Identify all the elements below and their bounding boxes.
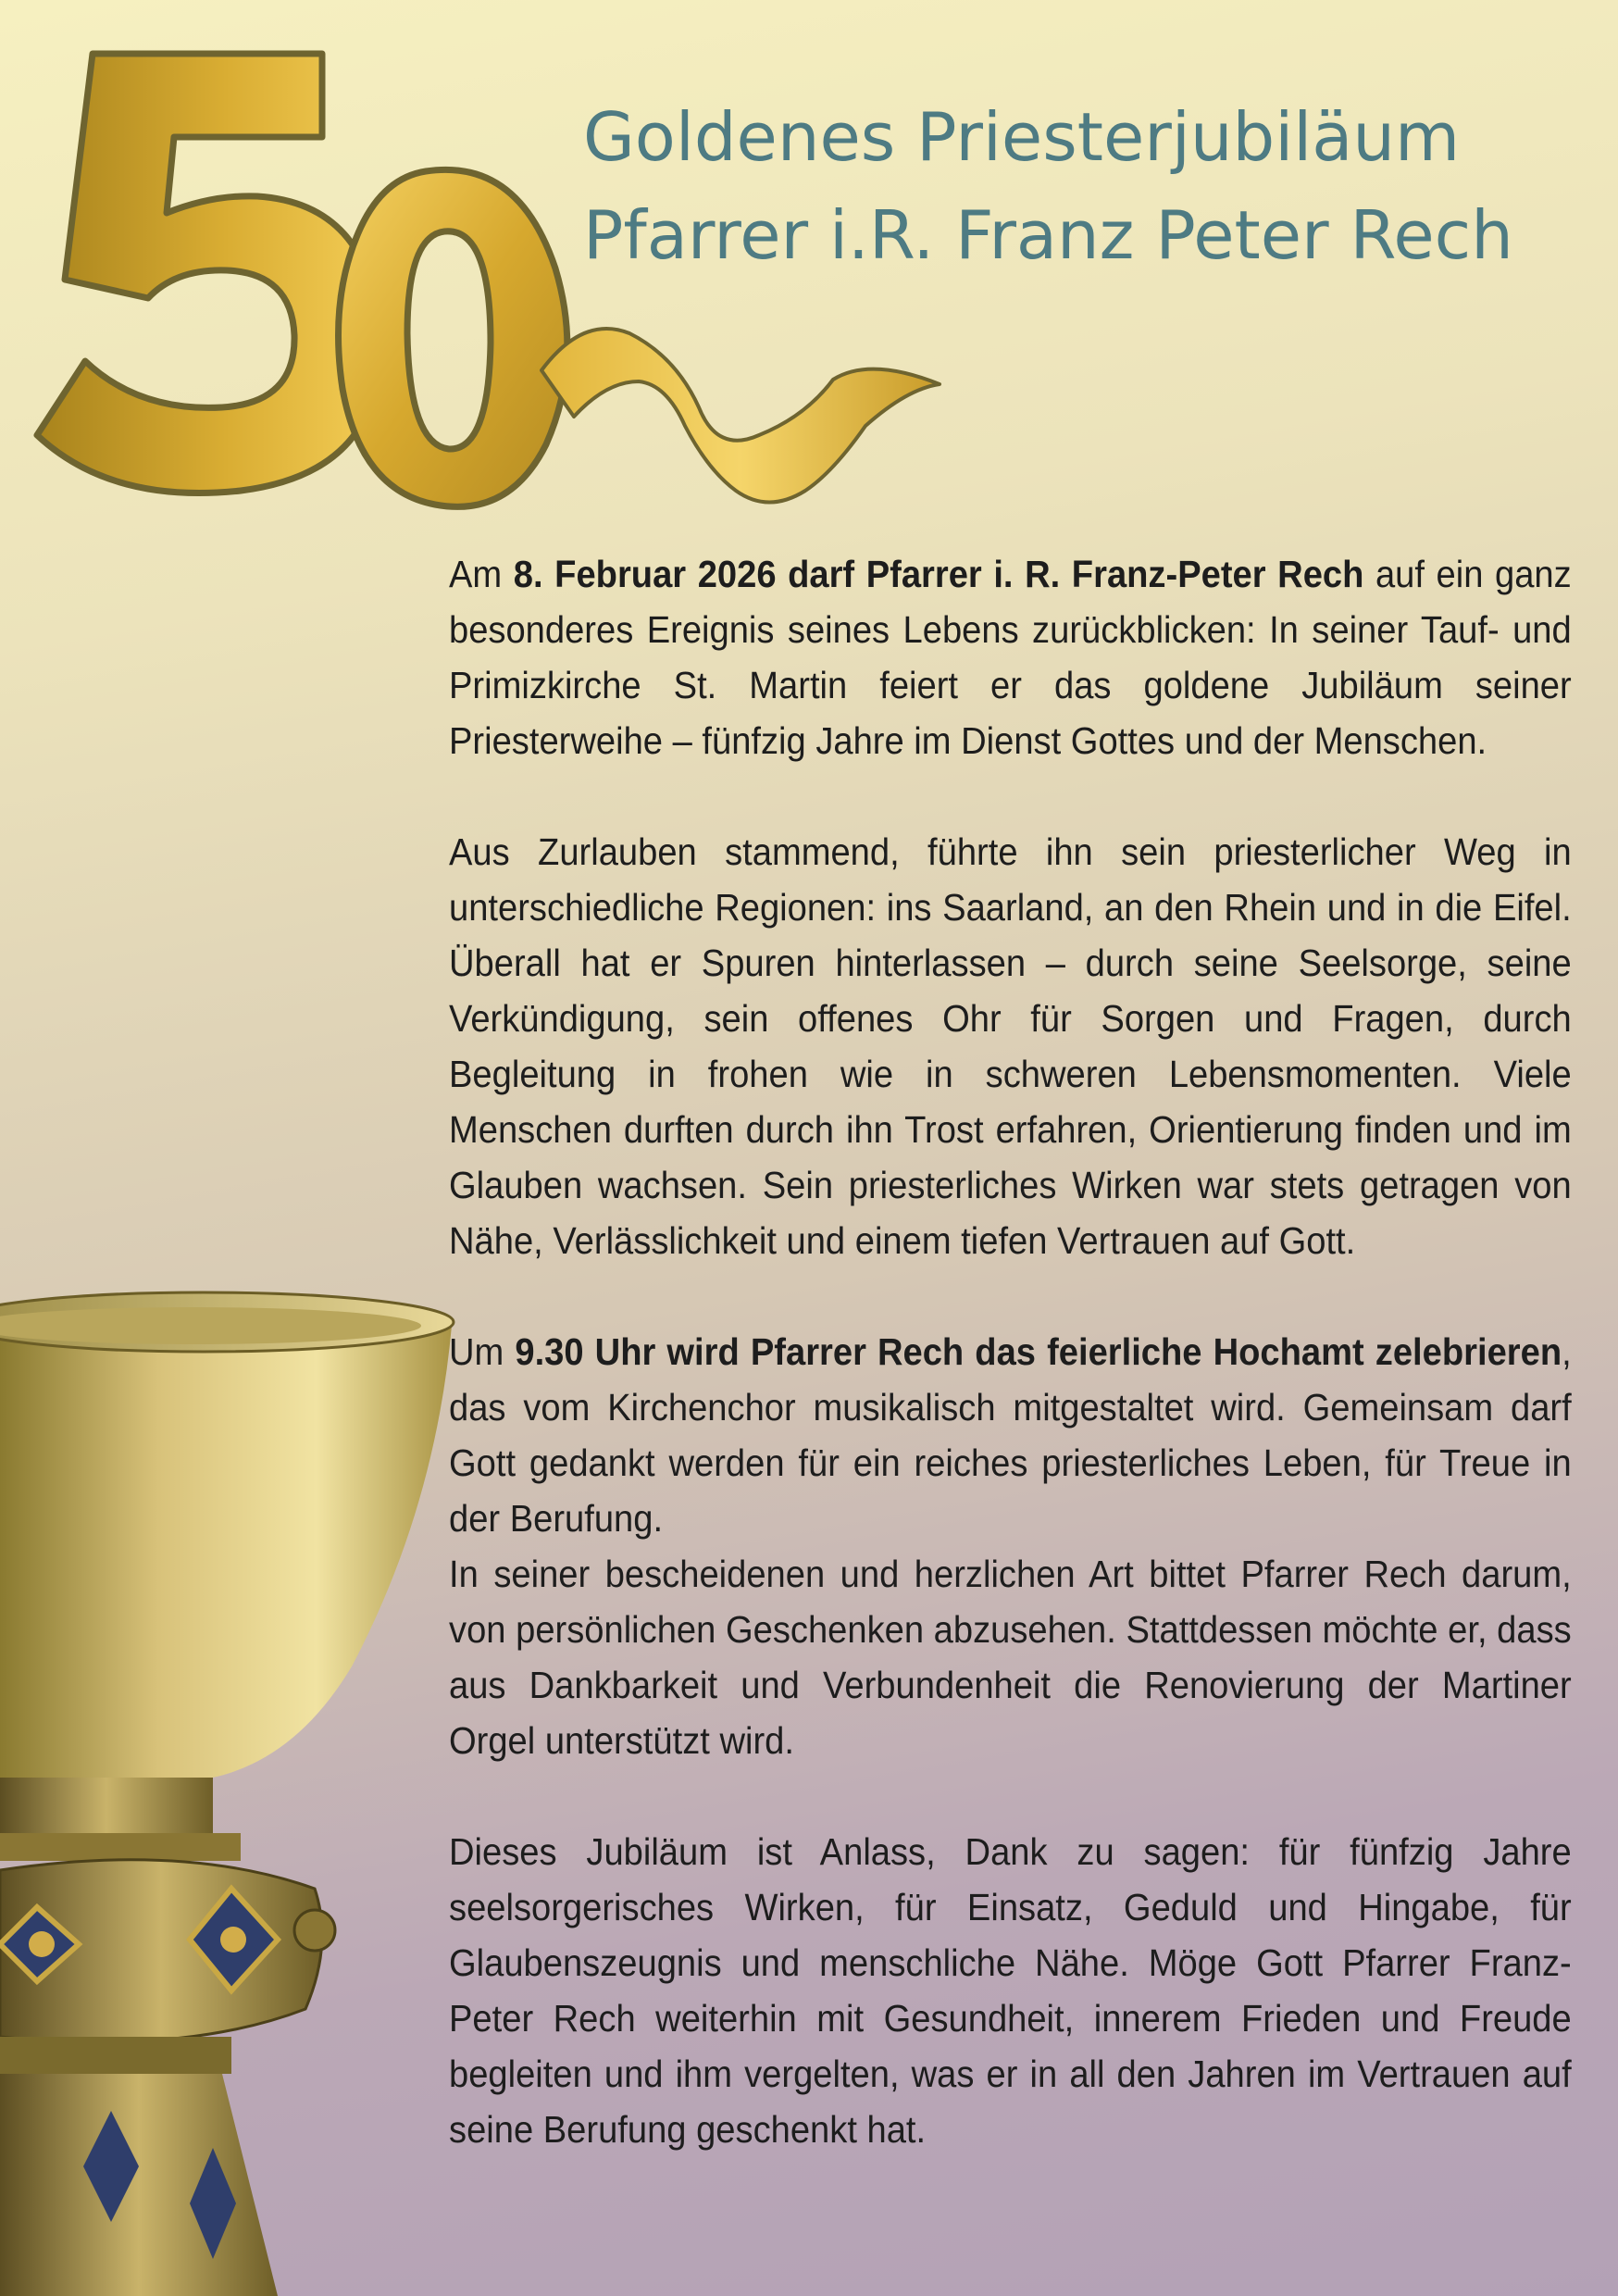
- p1-bold: 8. Februar 2026 darf Pfarrer i. R. Franz-Peter Rech: [513, 553, 1364, 595]
- paragraph-4: In seiner bescheidenen und herzlichen Art bittet Pfarrer Rech darum, von persönlichen Geschenken abzusehen. Stattdessen möchte er, dass aus Dankbarkeit und Verbundenheit die Renovierung der Martiner Orgel unterstützt wird.: [449, 1553, 1572, 1762]
- p1-lead: Am: [449, 553, 514, 595]
- p3-lead: Um: [449, 1330, 516, 1373]
- paragraph-5: Dieses Jubiläum ist Anlass, Dank zu sagen: für fünfzig Jahre seelsorgerisches Wirken, für Einsatz, Geduld und Hingabe, für Glaubenszeugnis und menschliche Nähe. Möge Gott Pfarrer Franz-Peter Rech weiterhin mit Gesundheit, innerem Frieden und Freude begleiten und ihm vergelten, was er in all den Jahren im Vertrauen auf seine Berufung geschenkt hat.: [449, 1830, 1572, 2151]
- p1-rest: auf ein ganz besonderes Ereignis seines Lebens zurückblicken: In seiner Tauf- und Primizkirche St. Martin feiert er das goldene Jubiläum seiner Priesterweihe – fünfzig Jahre im Dienst Gottes und der Menschen.: [449, 553, 1572, 762]
- paragraph-2: Aus Zurlauben stammend, führte ihn sein priesterlicher Weg in unterschiedliche Regionen: ins Saarland, an den Rhein und in die Eifel. Überall hat er Spuren hinterlassen – durch seine Seelsorge, seine Verkündigung, sein offenes Ohr für Sorgen und Fragen, durch Begleitung in frohen wie in schweren Lebensmomenten. Viele Menschen durften durch ihn Trost erfahren, Orientierung finden und im Glauben wachsen. Sein priesterliches Wirken war stets getragen von Nähe, Verlässlichkeit und einem tiefen Vertrauen auf Gott.: [449, 830, 1572, 1262]
- spacer: [449, 1768, 1572, 1824]
- spacer: [449, 1268, 1572, 1324]
- paragraph-1: [449, 546, 1572, 768]
- body-text: [449, 546, 1572, 2157]
- paragraph-3: [449, 1324, 1572, 1546]
- gold-ribbon: [541, 329, 940, 503]
- headline: [583, 88, 1601, 284]
- headline-line1: Goldenes Priesterjubiläum: [583, 98, 1461, 176]
- digit-zero: [339, 169, 567, 506]
- spacer: [449, 768, 1572, 824]
- p3-bold: 9.30 Uhr wird Pfarrer Rech das feierliche Hochamt zelebrieren: [515, 1330, 1562, 1373]
- headline-line2: Pfarrer i.R. Franz Peter Rech: [583, 196, 1513, 274]
- chalice-image: [0, 1278, 463, 2296]
- digit-five: [37, 54, 380, 493]
- p3-rest: , das vom Kirchenchor musikalisch mitgestaltet wird. Gemeinsam darf Gott gedankt werden für ein reiches priesterliches Leben, für Treue in der Berufung.: [449, 1330, 1572, 1540]
